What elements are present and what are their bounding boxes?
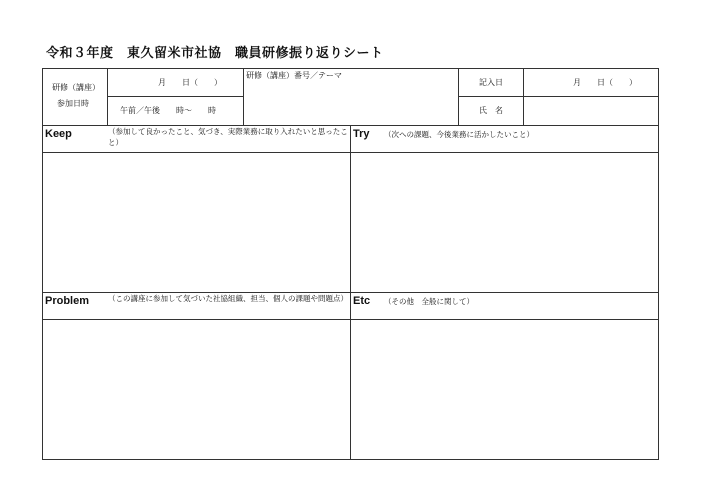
topic-label: 研修（講座）番号／テーマ xyxy=(246,71,342,80)
try-writing-area[interactable] xyxy=(351,153,658,291)
problem-etc-top-line xyxy=(42,292,659,293)
entry-date-label: 記入日 xyxy=(479,78,503,87)
topic-field[interactable] xyxy=(244,82,457,124)
header-divider-mid xyxy=(107,96,243,97)
try-note: （次への課題、今後業務に活かしたいこと） xyxy=(384,130,534,139)
header-vline-1 xyxy=(107,68,108,125)
etc-writing-area[interactable] xyxy=(351,320,658,459)
keep-writing-area[interactable] xyxy=(43,153,349,291)
page-title: 令和３年度 東久留米市社協 職員研修振り返りシート xyxy=(46,46,384,61)
header-vline-3 xyxy=(458,68,459,125)
time-field[interactable]: 午前／午後 時〜 時 xyxy=(120,106,216,115)
keep-label: Keep xyxy=(45,128,72,140)
entry-date-field[interactable]: 月 日（ ） xyxy=(573,78,637,87)
problem-writing-area[interactable] xyxy=(43,320,349,459)
try-label: Try xyxy=(353,128,370,140)
keep-note: （参加して良かったこと、気づき、実際業務に取り入れたいと思ったこと） xyxy=(108,127,348,147)
date-label-line2: 参加日時 xyxy=(57,99,89,108)
etc-note: （その他 全般に関して） xyxy=(384,297,474,306)
name-field[interactable] xyxy=(524,97,658,124)
date-label-line1: 研修（講座） xyxy=(52,83,100,92)
problem-label: Problem xyxy=(45,295,90,307)
etc-label: Etc xyxy=(353,295,371,307)
name-label: 氏 名 xyxy=(479,106,503,115)
problem-note: （この講座に参加して気づいた社協組織、担当、個人の課題や問題点） xyxy=(108,294,348,303)
date-field[interactable]: 月 日（ ） xyxy=(158,78,222,87)
